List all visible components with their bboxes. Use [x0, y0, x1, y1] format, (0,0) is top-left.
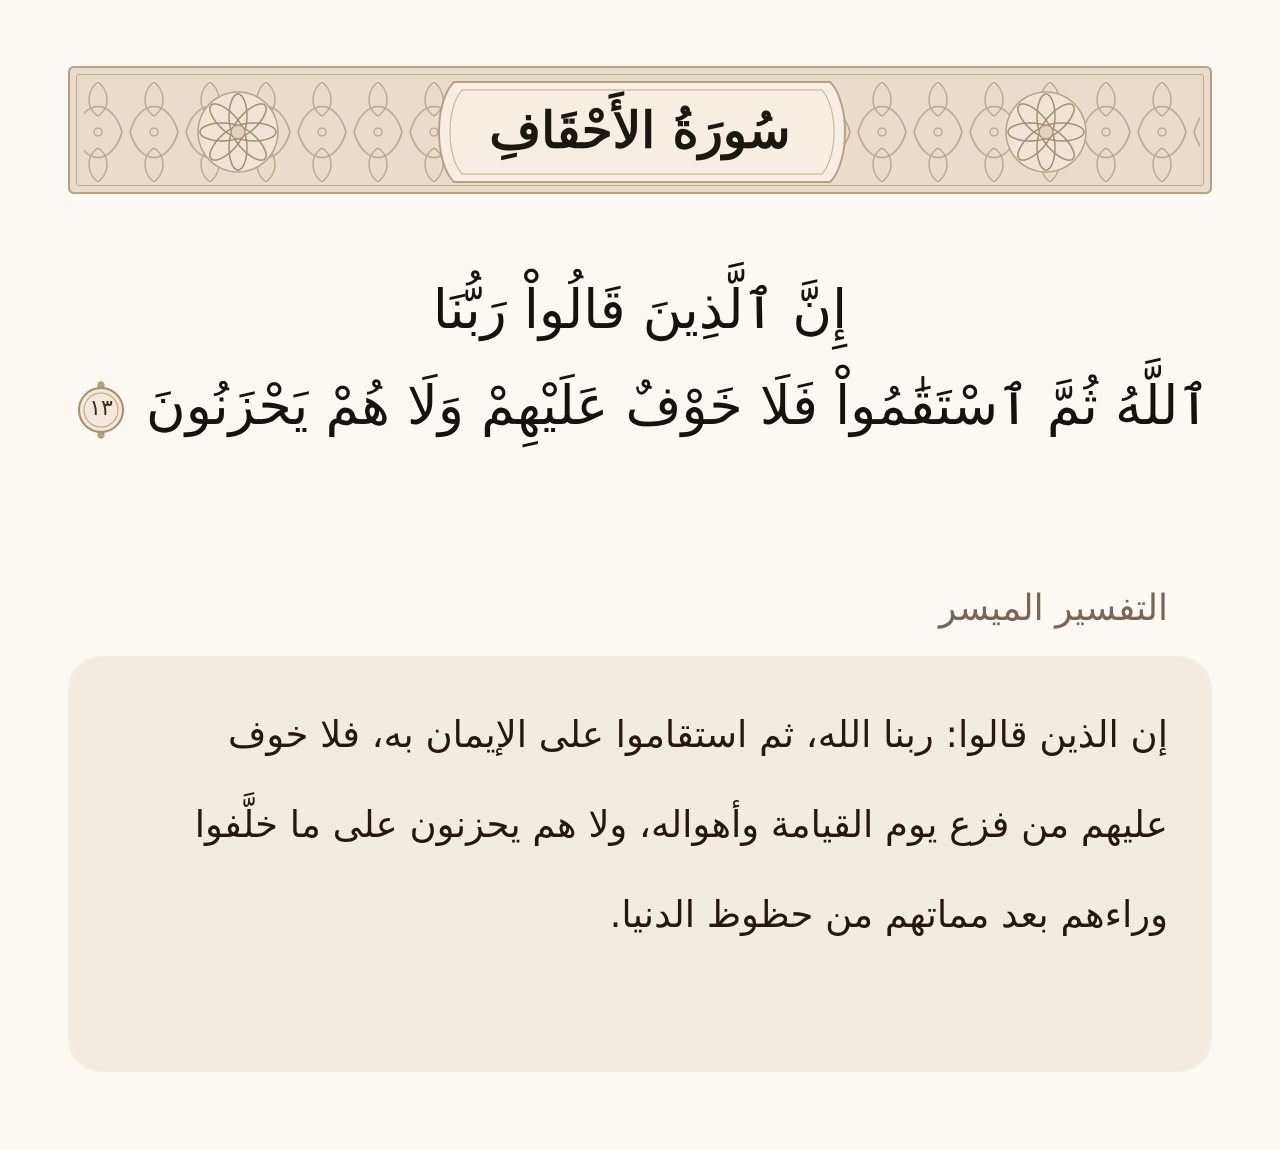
- ayah-end-rosette-icon: [70, 379, 132, 441]
- ayah-number: ١٣: [89, 396, 113, 421]
- tafsir-heading: التفسير الميسر: [939, 588, 1168, 629]
- ayah-text-block: [70, 262, 1210, 454]
- tafsir-text: إن الذين قالوا: ربنا الله، ثم استقاموا على الإيمان به، فلا خوف عليهم من فزع يوم القيامة وأهواله، ولا هم يحزنون على ما خلَّفوا وراءهم بعد مماتهم من حظوظ الدنيا.: [194, 713, 1168, 936]
- surah-header-banner: [68, 66, 1212, 194]
- ayah-line-2: [70, 358, 1210, 454]
- ayah-line-2-text: ٱللَّهُ ثُمَّ ٱسْتَقَٰمُواْ فَلَا خَوْفٌ عَلَيْهِمْ وَلَا هُمْ يَحْزَنُونَ: [146, 374, 1210, 437]
- ayah-line-1: إِنَّ ٱلَّذِينَ قَالُواْ رَبُّنَا: [432, 278, 848, 341]
- surah-title: سُورَةُ الأَحْقَافِ: [489, 100, 791, 160]
- tafsir-card: [68, 656, 1212, 1072]
